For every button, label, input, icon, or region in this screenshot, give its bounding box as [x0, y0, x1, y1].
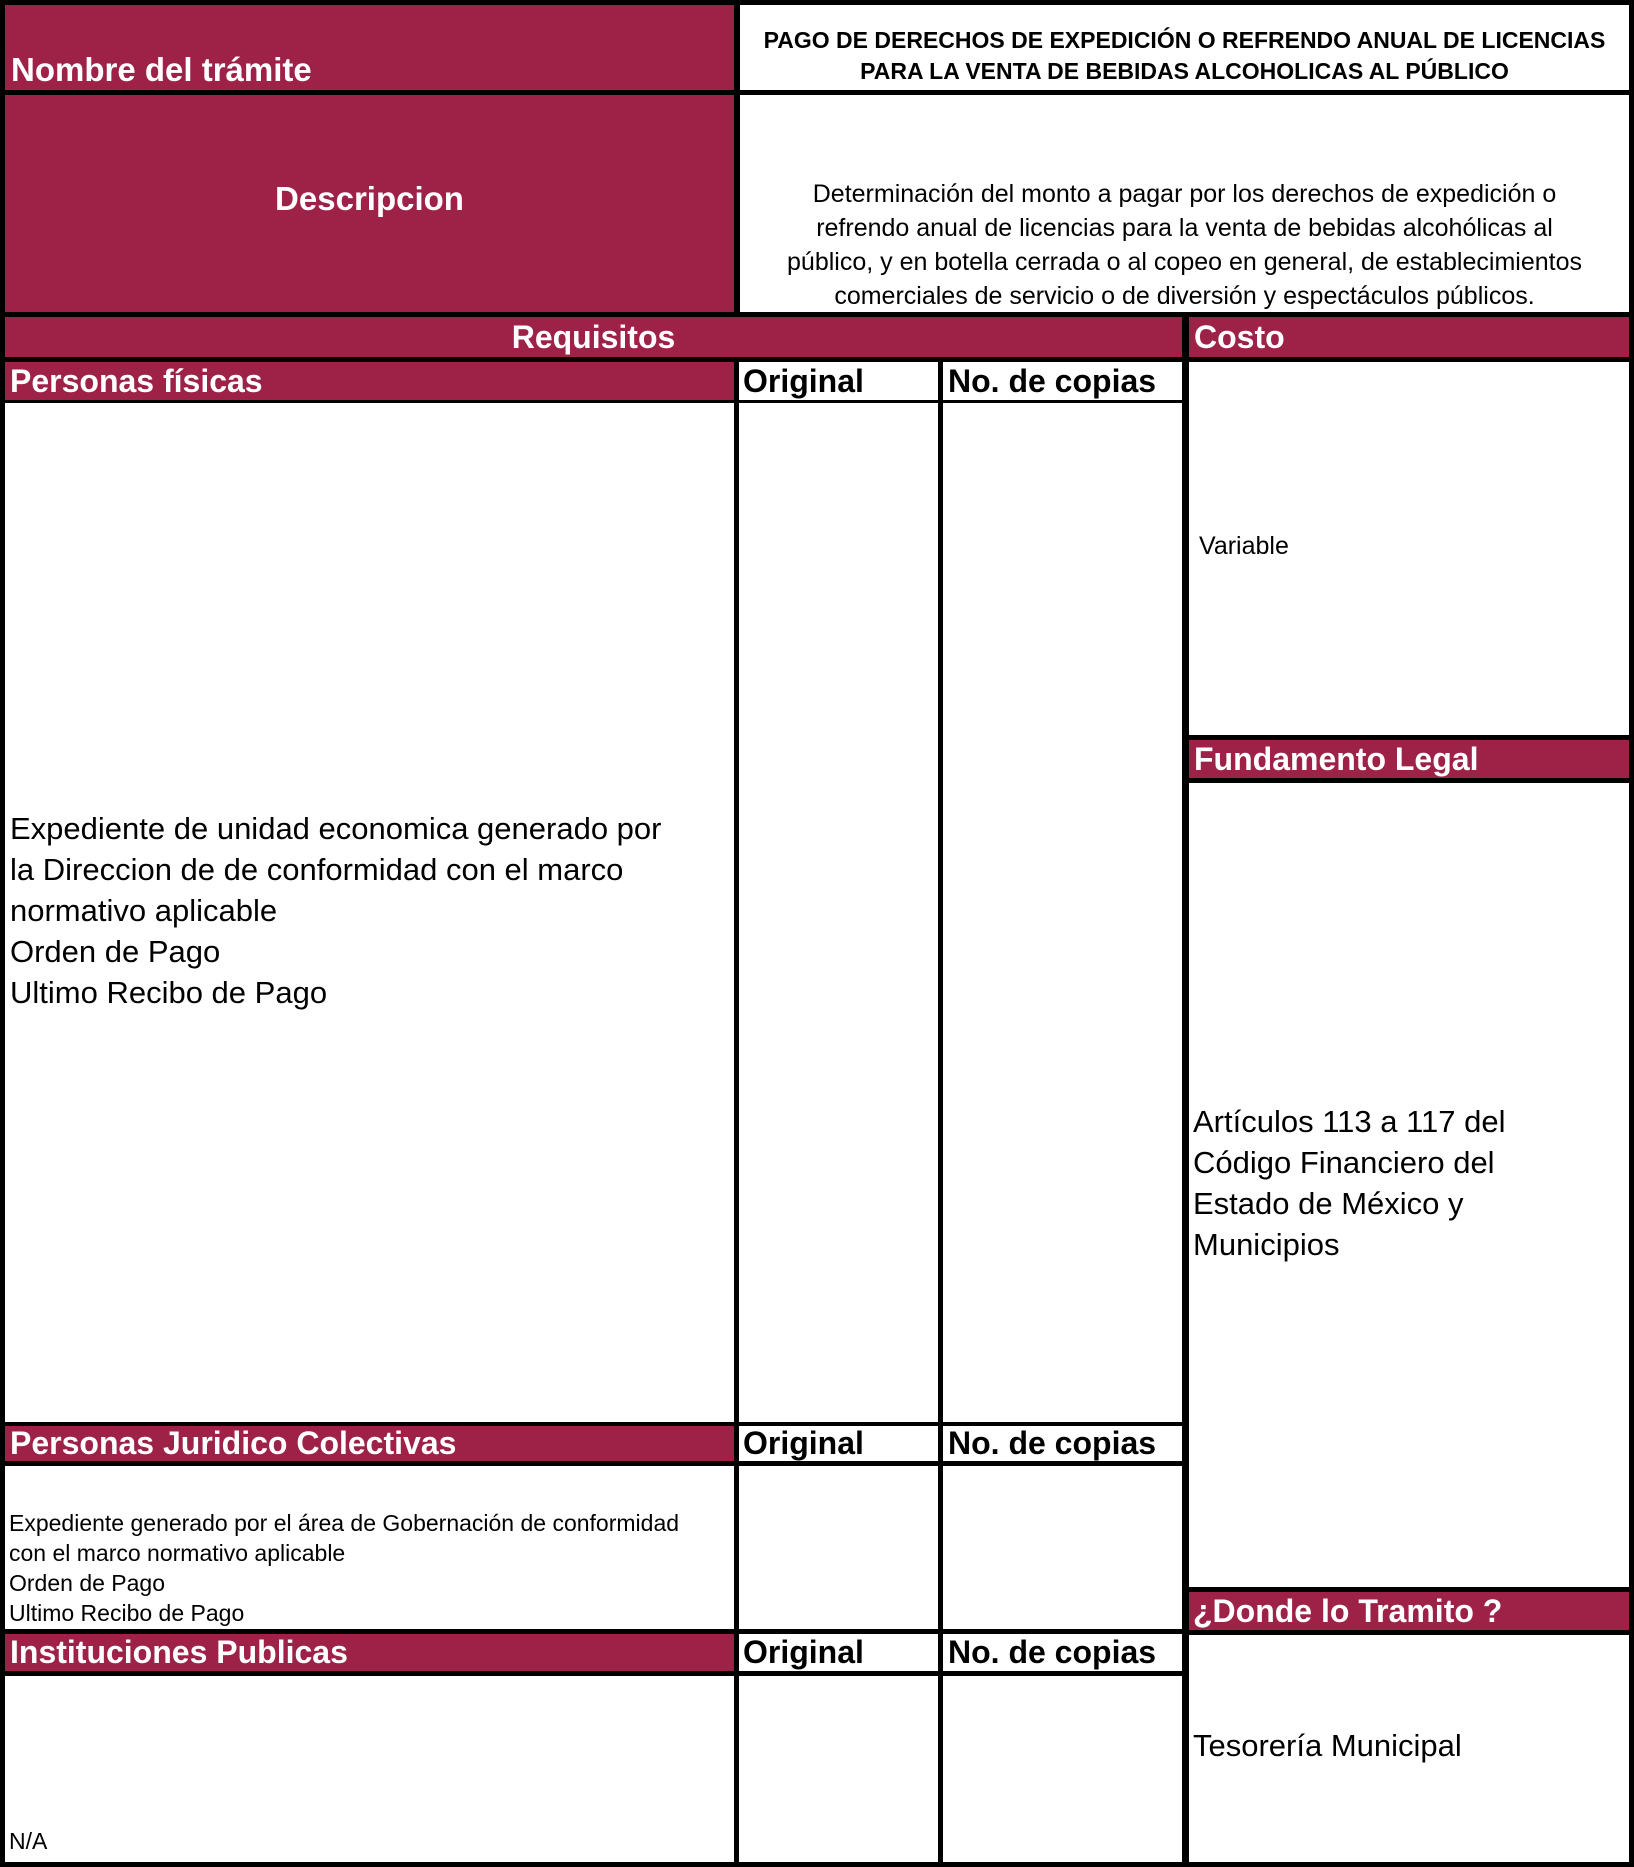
juridicas-original-label: Original — [743, 1426, 864, 1461]
fisicas-copias-label: No. de copias — [948, 363, 1157, 399]
fundamento-value: Artículos 113 a 117 del Código Financiero del Estado de México y Municipios — [1193, 1104, 1506, 1262]
costo-label: Costo — [1194, 319, 1285, 355]
nombre-value: PAGO DE DERECHOS DE EXPEDICIÓN O REFRENDO ANUAL DE LICENCIAS PARA LA VENTA DE BEBIDAS ALCOHOLICAS AL PÚBLICO — [763, 27, 1606, 84]
fisicas-copias-cell — [943, 403, 1182, 1422]
instituciones-original-header — [739, 1634, 938, 1671]
descripcion-value: Determinación del monto a pagar por los derechos de expedición o refrendo anual de licencias para la venta de bebidas alcohólicas al público, y en botella cerrada o al copeo en general, de establecimientos comerciales de servicio o de diversión y espectáculos públicos. — [787, 180, 1582, 310]
descripcion-label: Descripcion — [275, 180, 464, 217]
requisitos-title: Requisitos — [511, 319, 676, 355]
juridicas-requirements-text: Expediente generado por el área de Gobernación de conformidad con el marco normativo aplicable Orden de Pago Ultimo Recibo de Pago — [9, 1510, 680, 1626]
instituciones-copias-label: No. de copias — [948, 1634, 1157, 1670]
nombre-label: Nombre del trámite — [11, 51, 312, 88]
juridicas-copias-label: No. de copias — [948, 1426, 1157, 1461]
instituciones-requirements-cell — [5, 1676, 734, 1862]
juridicas-header — [5, 1426, 734, 1461]
donde-header — [1189, 1592, 1629, 1630]
juridicas-copias-cell — [943, 1466, 1182, 1629]
costo-header — [1189, 317, 1629, 357]
juridicas-original-cell — [739, 1466, 938, 1629]
fisicas-label: Personas físicas — [10, 363, 263, 399]
fundamento-value-cell — [1189, 783, 1629, 1587]
descripcion-value-cell — [740, 95, 1629, 312]
instituciones-copias-cell — [943, 1676, 1182, 1862]
juridicas-original-header — [739, 1426, 938, 1461]
fisicas-header — [5, 362, 734, 400]
fisicas-original-label: Original — [743, 363, 864, 399]
costo-value-cell — [1189, 362, 1629, 735]
juridicas-requirements-cell — [5, 1466, 734, 1629]
instituciones-label: Instituciones Publicas — [10, 1634, 348, 1670]
nombre-value-cell — [740, 5, 1629, 90]
fisicas-requirements-text: Expediente de unidad economica generado por la Direccion de de conformidad con el marco normativo aplicable Orden de Pago Ultimo Recibo de Pago — [10, 811, 662, 1010]
fisicas-copias-header — [943, 362, 1182, 400]
instituciones-header — [5, 1634, 734, 1671]
fisicas-original-header — [739, 362, 938, 400]
fundamento-header — [1189, 740, 1629, 778]
fundamento-label: Fundamento Legal — [1194, 741, 1479, 777]
donde-value-cell — [1189, 1635, 1629, 1862]
requisitos-header — [5, 317, 1182, 357]
juridicas-label: Personas Juridico Colectivas — [10, 1426, 457, 1461]
fisicas-original-cell — [739, 403, 938, 1422]
nombre-label-cell — [5, 5, 734, 90]
descripcion-label-cell — [5, 95, 734, 312]
juridicas-copias-header — [943, 1426, 1182, 1461]
instituciones-requirements-text: N/A — [9, 1828, 48, 1854]
costo-value: Variable — [1199, 532, 1289, 560]
donde-value: Tesorería Municipal — [1193, 1728, 1462, 1763]
donde-label: ¿Donde lo Tramito ? — [1193, 1593, 1503, 1629]
instituciones-original-cell — [739, 1676, 938, 1862]
fisicas-requirements-cell — [5, 403, 734, 1422]
instituciones-original-label: Original — [743, 1634, 864, 1670]
instituciones-copias-header — [943, 1634, 1182, 1671]
